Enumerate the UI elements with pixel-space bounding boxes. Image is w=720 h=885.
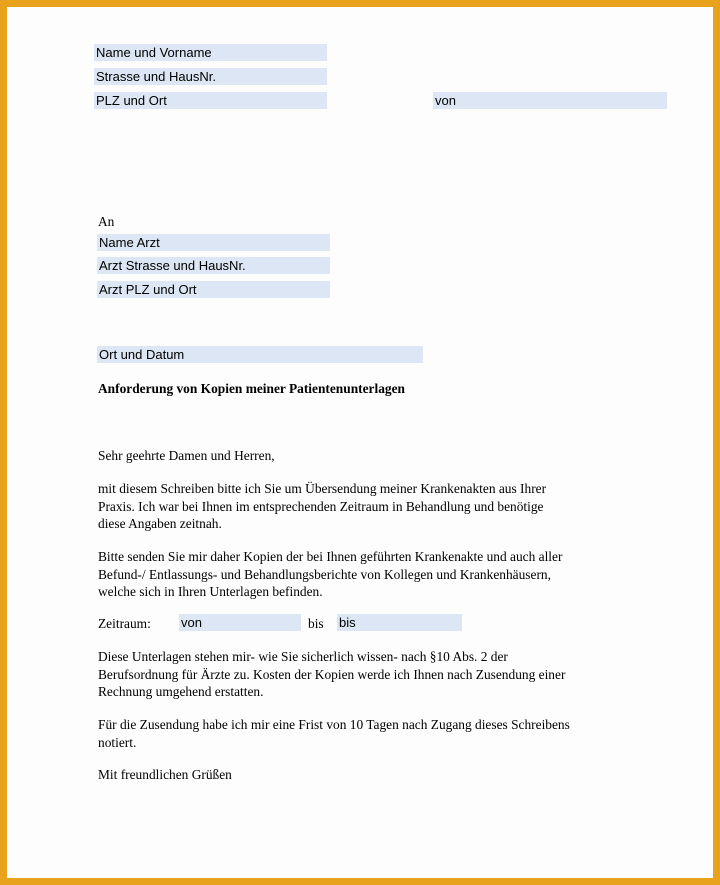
doctor-city-field[interactable]: Arzt PLZ und Ort bbox=[97, 281, 330, 298]
paragraph-line: Praxis. Ich war bei Ihnen im entsprechenden Zeitraum in Behandlung und benötige bbox=[98, 498, 544, 514]
paragraph-line: Berufsordnung für Ärzte zu. Kosten der Kopien werde ich Ihnen nach Zusendung einer bbox=[98, 666, 566, 682]
period-label: Zeitraum: bbox=[98, 616, 151, 631]
period-to-field[interactable]: bis bbox=[337, 614, 462, 631]
period-to-label: bis bbox=[308, 616, 324, 631]
paragraph-line: Befund-/ Entlassungs- und Behandlungsberichte von Kollegen und Krankenhäusern, bbox=[98, 566, 551, 582]
salutation: Sehr geehrte Damen und Herren, bbox=[98, 448, 275, 463]
paragraph-line: Bitte senden Sie mir daher Kopien der bei Ihnen geführten Krankenakte und auch aller bbox=[98, 549, 563, 564]
sender-street-field[interactable]: Strasse und HausNr. bbox=[94, 68, 327, 85]
paragraph-line: Rechnung umgehend erstatten. bbox=[98, 684, 264, 699]
paragraph-request bbox=[98, 480, 658, 533]
sender-from-field[interactable]: von bbox=[433, 92, 667, 109]
sender-city-field[interactable]: PLZ und Ort bbox=[94, 92, 327, 109]
subject-line: Anforderung von Kopien meiner Patientenunterlagen bbox=[98, 381, 405, 396]
paragraph-line: notiert. bbox=[98, 734, 137, 750]
paragraph-line: Diese Unterlagen stehen mir- wie Sie sicherlich wissen- nach §10 Abs. 2 der bbox=[98, 649, 508, 664]
paragraph-line: diese Angaben zeitnah. bbox=[98, 516, 222, 531]
paragraph-legal bbox=[98, 648, 658, 701]
doctor-street-field[interactable]: Arzt Strasse und HausNr. bbox=[97, 257, 330, 274]
paragraph-copies bbox=[98, 548, 658, 601]
paragraph-line: welche sich in Ihren Unterlagen befinden. bbox=[98, 584, 323, 599]
place-date-field[interactable]: Ort und Datum bbox=[97, 346, 423, 363]
recipient-to-label: An bbox=[98, 214, 115, 229]
paragraph-line: mit diesem Schreiben bitte ich Sie um Übersendung meiner Krankenakten aus Ihrer bbox=[98, 481, 547, 496]
period-from-field[interactable]: von bbox=[179, 614, 301, 631]
closing: Mit freundlichen Grüßen bbox=[98, 767, 232, 782]
paragraph-line: Für die Zusendung habe ich mir eine Frist von 10 Tagen nach Zugang dieses Schreibens bbox=[98, 717, 570, 732]
doctor-name-field[interactable]: Name Arzt bbox=[97, 234, 330, 251]
sender-name-field[interactable]: Name und Vorname bbox=[94, 44, 327, 61]
paragraph-deadline bbox=[98, 716, 658, 751]
